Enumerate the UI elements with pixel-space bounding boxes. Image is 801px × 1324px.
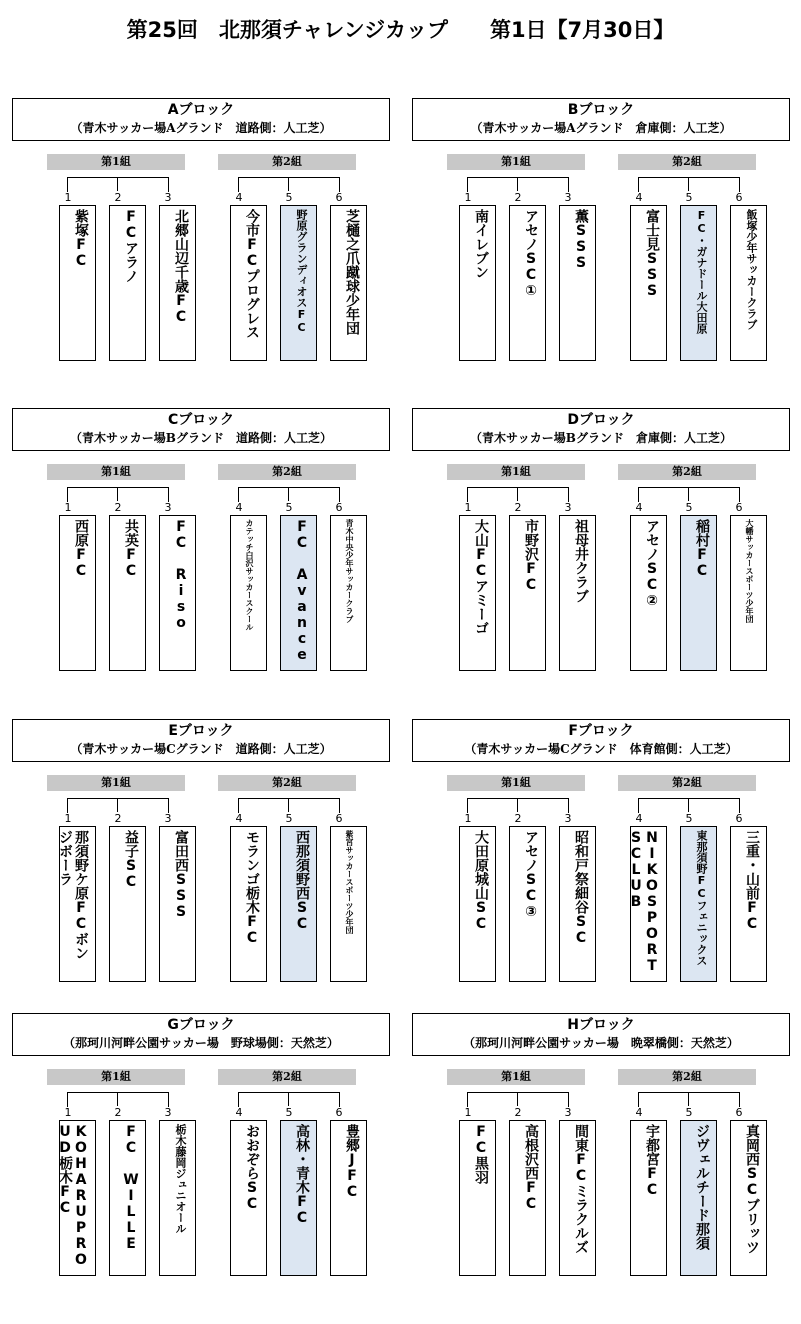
team-box xyxy=(109,1120,146,1276)
team-number: 5 xyxy=(285,1106,293,1119)
team-box xyxy=(730,515,767,671)
team-name: 飯塚少年サッカークラブ xyxy=(745,209,758,330)
bracket-line xyxy=(688,798,689,812)
bracket-line xyxy=(467,487,569,502)
group-2-label: 第2組 xyxy=(218,1069,356,1085)
team-number: 1 xyxy=(464,812,472,825)
group-1-label: 第1組 xyxy=(447,1069,585,1085)
team-box xyxy=(159,515,196,671)
team-name: 西那須野西SC xyxy=(294,830,310,932)
team-number: 4 xyxy=(235,191,243,204)
bracket-line xyxy=(517,1092,518,1106)
team-box xyxy=(280,826,317,982)
team-name: 西原FC xyxy=(73,519,89,579)
team-number: 5 xyxy=(285,191,293,204)
team-box xyxy=(630,205,667,361)
team-name: 大幡サッカースポーツ少年団 xyxy=(745,519,754,623)
team-number: 6 xyxy=(735,1106,743,1119)
group-2-label: 第2組 xyxy=(618,1069,756,1085)
team-name: 祖母井クラブ xyxy=(573,519,589,603)
team-number: 5 xyxy=(685,191,693,204)
team-number: 3 xyxy=(564,191,572,204)
team-name: 稲村FC xyxy=(694,519,710,579)
team-box xyxy=(330,205,367,361)
block-name: Gブロック xyxy=(167,1017,235,1033)
team-name: 間東FCミラクルズ xyxy=(573,1124,589,1254)
team-number: 4 xyxy=(635,1106,643,1119)
team-name: FC WILLE xyxy=(123,1124,139,1252)
team-box xyxy=(459,205,496,361)
team-box xyxy=(509,515,546,671)
group-2-label: 第2組 xyxy=(218,154,356,170)
block-venue: （青木サッカー場Cグランド 道路側：人工芝） xyxy=(70,742,332,756)
team-name: 豊郷JFC xyxy=(344,1124,360,1200)
block-header xyxy=(12,719,390,762)
bracket-line xyxy=(517,798,518,812)
team-name: FC Avance xyxy=(294,519,310,663)
team-number: 6 xyxy=(735,812,743,825)
team-box xyxy=(230,205,267,361)
bracket-line xyxy=(117,1092,118,1106)
team-box xyxy=(459,1120,496,1276)
bracket-line xyxy=(288,487,289,501)
team-number: 2 xyxy=(514,501,522,514)
team-box xyxy=(680,515,717,671)
team-name: 真岡西SCブリッツ xyxy=(744,1124,760,1254)
team-number: 4 xyxy=(635,812,643,825)
team-name: FC Riso xyxy=(173,519,189,631)
team-box xyxy=(330,1120,367,1276)
team-name: 東那須野FCフェニックス xyxy=(695,830,708,966)
bracket-line xyxy=(117,177,118,191)
team-box xyxy=(159,205,196,361)
team-name: アセノSC③ xyxy=(523,830,539,920)
team-number: 4 xyxy=(235,1106,243,1119)
bracket-line xyxy=(67,487,169,502)
block-f xyxy=(412,719,790,1033)
team-name: 紫塚FC xyxy=(73,209,89,269)
bracket-line xyxy=(238,1092,340,1107)
page-title: 第25回 北那須チャレンジカップ 第1日【7月30日】 xyxy=(126,18,675,42)
bracket-line xyxy=(117,487,118,501)
block-header xyxy=(12,1013,390,1056)
team-box xyxy=(459,826,496,982)
team-box xyxy=(109,826,146,982)
team-number: 1 xyxy=(464,1106,472,1119)
team-number: 5 xyxy=(285,501,293,514)
team-name: FC黒羽 xyxy=(473,1124,489,1184)
block-a xyxy=(12,98,390,409)
block-d xyxy=(412,408,790,719)
bracket-line xyxy=(238,798,340,813)
team-box xyxy=(630,826,667,982)
team-name: FCアラノ xyxy=(123,209,139,283)
bracket-line xyxy=(638,177,740,192)
team-box xyxy=(280,515,317,671)
group-2-label: 第2組 xyxy=(218,464,356,480)
team-name: カテッチ白沢サッカースクール xyxy=(245,519,254,631)
team-box xyxy=(230,826,267,982)
team-number: 3 xyxy=(164,1106,172,1119)
team-box xyxy=(730,826,767,982)
bracket-line xyxy=(517,177,518,191)
bracket-line xyxy=(288,798,289,812)
block-name: Eブロック xyxy=(168,723,234,739)
team-box xyxy=(230,515,267,671)
bracket-line xyxy=(238,487,340,502)
team-box xyxy=(280,1120,317,1276)
team-name: アセノSC② xyxy=(644,519,660,609)
block-name: Cブロック xyxy=(168,412,234,428)
team-name: 益子SC xyxy=(123,830,139,890)
bracket-line xyxy=(688,487,689,501)
bracket-line xyxy=(638,798,740,813)
team-name: 紫宮サッカースポーツ少年団 xyxy=(345,830,354,934)
team-number: 5 xyxy=(685,812,693,825)
group-1-label: 第1組 xyxy=(47,775,185,791)
team-box xyxy=(459,515,496,671)
team-number: 2 xyxy=(514,812,522,825)
team-box xyxy=(59,1120,96,1276)
team-name: 那須野ケ原FCボン ジボーラ xyxy=(57,830,89,960)
team-box xyxy=(680,1120,717,1276)
bracket-line xyxy=(67,1092,169,1107)
block-header xyxy=(412,719,790,762)
team-box xyxy=(730,205,767,361)
group-2-label: 第2組 xyxy=(618,775,756,791)
team-box xyxy=(159,1120,196,1276)
block-venue: （青木サッカー場Bグランド 道路側：人工芝） xyxy=(70,431,332,445)
bracket-line xyxy=(238,177,340,192)
block-g xyxy=(12,1013,390,1324)
group-1-label: 第1組 xyxy=(447,775,585,791)
team-number: 6 xyxy=(335,191,343,204)
block-header xyxy=(412,1013,790,1056)
team-number: 6 xyxy=(735,191,743,204)
team-box xyxy=(59,826,96,982)
team-name: FC・ガナドール大田原 xyxy=(695,209,708,334)
bracket-line xyxy=(117,798,118,812)
team-box xyxy=(509,826,546,982)
team-box xyxy=(230,1120,267,1276)
block-venue: （青木サッカー場Aグランド 倉庫側：人工芝） xyxy=(470,121,732,135)
block-header xyxy=(12,408,390,451)
bracket-line xyxy=(467,177,569,192)
bracket-line xyxy=(638,1092,740,1107)
team-name: 富田西SSS xyxy=(173,830,189,920)
team-name: KOHARUPRO UD栃木FC xyxy=(57,1124,89,1268)
team-number: 2 xyxy=(114,1106,122,1119)
team-number: 1 xyxy=(64,501,72,514)
team-name: NIKOSPORT SCLUB xyxy=(628,830,660,974)
bracket-line xyxy=(688,177,689,191)
team-box xyxy=(109,515,146,671)
team-box xyxy=(59,515,96,671)
team-name: 昭和戸祭細谷SC xyxy=(573,830,589,946)
block-venue: （那珂川河畔公園サッカー場 野球場側：天然芝） xyxy=(63,1036,339,1050)
team-number: 5 xyxy=(285,812,293,825)
team-name: 三重・山前FC xyxy=(744,830,760,932)
team-number: 6 xyxy=(335,812,343,825)
team-name: モランゴ栃木FC xyxy=(244,830,260,946)
team-name: アセノSC① xyxy=(523,209,539,299)
block-name: Bブロック xyxy=(567,102,635,118)
block-h xyxy=(412,1013,790,1324)
team-number: 2 xyxy=(514,191,522,204)
team-box xyxy=(159,826,196,982)
team-number: 5 xyxy=(685,501,693,514)
bracket-line xyxy=(288,177,289,191)
team-name: 共英FC xyxy=(123,519,139,579)
bracket-line xyxy=(517,487,518,501)
block-header xyxy=(12,98,390,141)
block-name: Aブロック xyxy=(167,102,235,118)
team-number: 5 xyxy=(685,1106,693,1119)
team-box xyxy=(559,515,596,671)
block-header xyxy=(412,98,790,141)
team-number: 3 xyxy=(164,191,172,204)
team-box xyxy=(280,205,317,361)
team-number: 1 xyxy=(64,191,72,204)
group-1-label: 第1組 xyxy=(47,464,185,480)
team-box xyxy=(680,826,717,982)
block-b xyxy=(412,98,790,409)
block-venue: （青木サッカー場Bグランド 倉庫側：人工芝） xyxy=(470,431,732,445)
team-name: 大田原城山SC xyxy=(473,830,489,932)
team-number: 2 xyxy=(114,501,122,514)
block-name: Dブロック xyxy=(567,412,635,428)
group-2-label: 第2組 xyxy=(618,464,756,480)
team-box xyxy=(559,1120,596,1276)
team-name: 北郷山辺千歳FC xyxy=(173,209,189,325)
team-number: 3 xyxy=(564,1106,572,1119)
team-name: 高根沢西FC xyxy=(523,1124,539,1212)
block-e xyxy=(12,719,390,1033)
team-name: 今市FCプログレス xyxy=(244,209,260,339)
team-number: 3 xyxy=(564,501,572,514)
team-number: 4 xyxy=(235,812,243,825)
team-name: 宇都宮FC xyxy=(644,1124,660,1198)
team-number: 6 xyxy=(335,501,343,514)
team-number: 2 xyxy=(114,191,122,204)
team-box xyxy=(509,205,546,361)
team-box xyxy=(630,515,667,671)
team-number: 1 xyxy=(464,191,472,204)
group-1-label: 第1組 xyxy=(47,154,185,170)
bracket-line xyxy=(638,487,740,502)
team-box xyxy=(330,826,367,982)
block-name: Fブロック xyxy=(568,723,634,739)
team-name: 大山FCアミーゴ xyxy=(473,519,489,635)
team-number: 4 xyxy=(635,191,643,204)
block-venue: （那珂川河畔公園サッカー場 晩翠橋側：天然芝） xyxy=(463,1036,739,1050)
group-1-label: 第1組 xyxy=(447,154,585,170)
bracket-line xyxy=(67,177,169,192)
team-box xyxy=(109,205,146,361)
team-name: 市野沢FC xyxy=(523,519,539,593)
team-name: おおぞらSC xyxy=(244,1124,260,1212)
block-header xyxy=(412,408,790,451)
block-venue: （青木サッカー場Aグランド 道路側：人工芝） xyxy=(70,121,332,135)
team-name: 青木中央少年サッカークラブ xyxy=(345,519,354,623)
team-name: ジヴェルチード那須 xyxy=(694,1124,710,1250)
team-name: 栃木藤岡ジュニオール xyxy=(174,1124,187,1234)
team-name: 富士見SSS xyxy=(644,209,660,299)
team-number: 2 xyxy=(114,812,122,825)
bracket-line xyxy=(467,798,569,813)
team-number: 6 xyxy=(735,501,743,514)
team-number: 1 xyxy=(464,501,472,514)
team-name: 高林・青木FC xyxy=(294,1124,310,1226)
block-name: Hブロック xyxy=(567,1017,635,1033)
group-1-label: 第1組 xyxy=(447,464,585,480)
bracket-line xyxy=(688,1092,689,1106)
team-name: 野原グランディオスFC xyxy=(295,209,308,334)
team-number: 6 xyxy=(335,1106,343,1119)
team-name: 芝樋之爪蹴球少年団 xyxy=(344,209,360,335)
block-venue: （青木サッカー場Cグランド 体育館側：人工芝） xyxy=(464,742,738,756)
team-box xyxy=(559,826,596,982)
team-box xyxy=(509,1120,546,1276)
bracket-line xyxy=(288,1092,289,1106)
group-2-label: 第2組 xyxy=(218,775,356,791)
group-2-label: 第2組 xyxy=(618,154,756,170)
team-box xyxy=(559,205,596,361)
team-number: 3 xyxy=(164,501,172,514)
block-c xyxy=(12,408,390,719)
team-box xyxy=(59,205,96,361)
group-1-label: 第1組 xyxy=(47,1069,185,1085)
team-box xyxy=(730,1120,767,1276)
team-number: 3 xyxy=(164,812,172,825)
team-name: 薫SSS xyxy=(573,209,589,271)
team-box xyxy=(630,1120,667,1276)
team-number: 4 xyxy=(235,501,243,514)
team-number: 1 xyxy=(64,1106,72,1119)
team-box xyxy=(330,515,367,671)
team-number: 2 xyxy=(514,1106,522,1119)
bracket-line xyxy=(467,1092,569,1107)
team-name: 南イレブン xyxy=(473,209,489,279)
team-number: 3 xyxy=(564,812,572,825)
team-number: 1 xyxy=(64,812,72,825)
team-box xyxy=(680,205,717,361)
team-number: 4 xyxy=(635,501,643,514)
bracket-line xyxy=(67,798,169,813)
